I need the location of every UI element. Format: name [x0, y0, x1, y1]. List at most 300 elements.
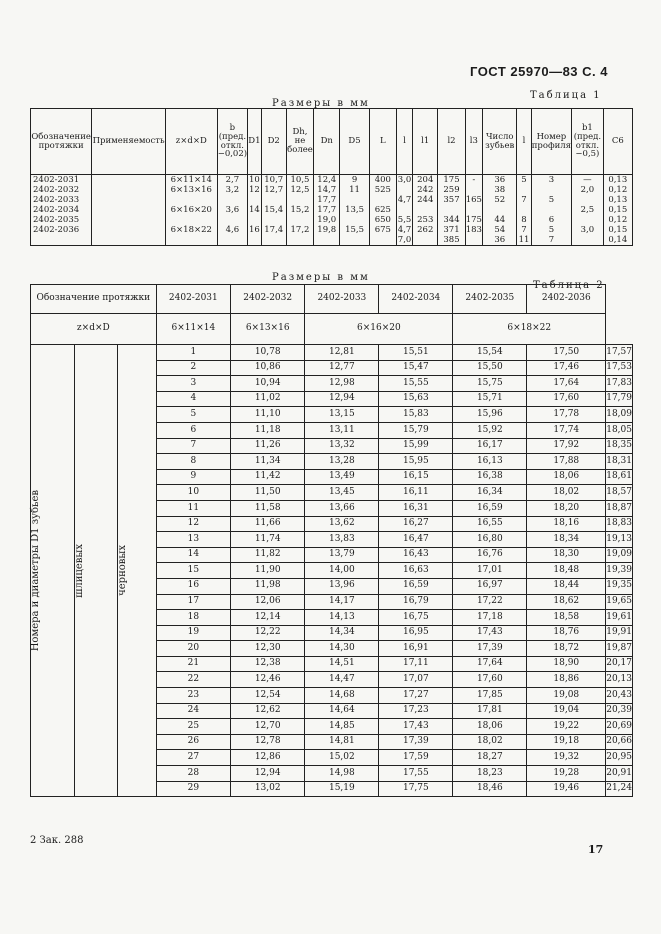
diameter-cell: 19,87: [606, 641, 633, 657]
diameter-cell: 18,20: [527, 500, 606, 516]
diameter-cell: 16,27: [379, 516, 453, 532]
table-cell: 244: [413, 195, 438, 205]
table-cell: 0,15: [603, 205, 632, 215]
diameter-cell: 15,96: [453, 407, 527, 423]
diameter-cell: 19,65: [606, 594, 633, 610]
diameter-cell: 15,63: [379, 391, 453, 407]
table-cell: 15,4: [261, 205, 286, 215]
table-cell: 3,0: [572, 225, 603, 235]
diameter-cell: 15,79: [379, 422, 453, 438]
tooth-number: 25: [156, 719, 230, 735]
table-cell: —: [572, 175, 603, 186]
designation-code: 2402-2036: [527, 285, 606, 314]
diameter-cell: 19,39: [606, 563, 633, 579]
footer-order: 2 Зак. 288: [30, 835, 84, 846]
diameter-cell: 14,64: [305, 703, 379, 719]
diameter-cell: 12,94: [305, 391, 379, 407]
tooth-number: 10: [156, 485, 230, 501]
table-cell: 5: [517, 175, 531, 186]
diameter-cell: 12,94: [231, 766, 305, 782]
tooth-number: 3: [156, 376, 230, 392]
table-cell: 2402-2033: [31, 195, 92, 205]
diameter-cell: 19,61: [606, 610, 633, 626]
diameter-cell: 14,68: [305, 688, 379, 704]
diameter-cell: 17,75: [379, 781, 453, 797]
table-row: [31, 205, 633, 215]
table-cell: 6×11×14: [166, 175, 218, 186]
diameter-cell: 13,96: [305, 578, 379, 594]
diameter-cell: 17,64: [527, 376, 606, 392]
diameter-cell: 12,77: [305, 360, 379, 376]
document-header: ГОСТ 25970—83 С. 4: [470, 64, 608, 79]
diameter-cell: 13,49: [305, 469, 379, 485]
diameter-cell: 14,47: [305, 672, 379, 688]
table-cell: [92, 175, 166, 186]
designation-code: 2402-2032: [231, 285, 305, 314]
diameter-cell: 18,02: [453, 734, 527, 750]
diameter-cell: 12,46: [231, 672, 305, 688]
diameter-cell: 13,32: [305, 438, 379, 454]
diameter-cell: 20,66: [606, 734, 633, 750]
table-cell: [92, 215, 166, 225]
diameter-cell: 15,54: [453, 345, 527, 361]
tooth-number: 20: [156, 641, 230, 657]
group-rough-cell: [118, 345, 157, 797]
diameter-cell: 19,46: [527, 781, 606, 797]
table-cell: 357: [438, 195, 465, 205]
diameter-cell: 17,59: [379, 750, 453, 766]
designation-label: Обозначение протяжки: [31, 285, 157, 314]
table-row: [31, 175, 633, 186]
size-label: 6×18×22: [453, 314, 606, 345]
table-cell: [340, 235, 369, 246]
table-cell: 4,7: [397, 194, 412, 205]
table-cell: 0,12: [603, 215, 632, 225]
diameter-cell: 18,27: [453, 750, 527, 766]
table-cell: [217, 195, 248, 205]
diameter-cell: 17,39: [453, 641, 527, 657]
table-cell: 525: [369, 185, 396, 195]
table-cell: [166, 215, 218, 225]
table-row: [31, 225, 633, 235]
table-cell: 36: [483, 175, 517, 186]
table-cell: 650: [369, 215, 396, 225]
table-cell: [413, 235, 438, 246]
table-cell: [217, 235, 248, 246]
table-cell: 0,13: [603, 195, 632, 205]
table-cell: 625: [369, 205, 396, 215]
diameter-cell: 19,22: [527, 719, 606, 735]
diameter-cell: 12,38: [231, 656, 305, 672]
table-cell: [483, 205, 517, 215]
diameter-cell: 14,30: [305, 641, 379, 657]
diameter-cell: 11,90: [231, 563, 305, 579]
table-cell: 5,5: [397, 214, 412, 225]
table-cell: 19,8: [314, 225, 340, 235]
tooth-number: 21: [156, 656, 230, 672]
table2-size-row: [31, 314, 633, 345]
diameter-cell: 18,72: [527, 641, 606, 657]
table-cell: 0,15: [603, 225, 632, 235]
table-cell: 259: [438, 185, 465, 195]
size-label: 6×13×16: [231, 314, 305, 345]
table-cell: [166, 195, 218, 205]
diameter-cell: 18,02: [527, 485, 606, 501]
table-cell: 5: [531, 225, 572, 235]
diameter-cell: 16,80: [453, 532, 527, 548]
table-cell: [92, 235, 166, 246]
diameter-cell: 18,62: [527, 594, 606, 610]
diameter-cell: 18,87: [606, 500, 633, 516]
tooth-number: 24: [156, 703, 230, 719]
diameter-cell: 19,08: [527, 688, 606, 704]
table-cell: 175: [465, 214, 482, 225]
diameter-cell: 13,15: [305, 407, 379, 423]
table-cell: 3,6: [217, 205, 248, 215]
table-cell: 2402-2031: [31, 175, 92, 186]
diameter-cell: 17,22: [453, 594, 527, 610]
table-cell: 54: [483, 225, 517, 235]
zdD-label: z×d×D: [31, 314, 157, 345]
diameter-cell: 12,14: [231, 610, 305, 626]
diameter-cell: 19,28: [527, 766, 606, 782]
diameter-cell: 15,51: [379, 345, 453, 361]
diameter-cell: 19,32: [527, 750, 606, 766]
diameter-cell: 17,23: [379, 703, 453, 719]
table-cell: 9: [340, 175, 369, 186]
table-cell: 242: [413, 185, 438, 195]
table-cell: [248, 215, 261, 225]
diameter-cell: 13,11: [305, 422, 379, 438]
diameter-cell: 13,66: [305, 500, 379, 516]
table-row: [31, 185, 633, 195]
diameter-cell: 16,17: [453, 438, 527, 454]
diameter-cell: 13,28: [305, 454, 379, 470]
table1-col-header: Dn: [314, 109, 340, 175]
table-cell: 385: [438, 235, 465, 246]
table-cell: 400: [369, 175, 396, 186]
diameter-cell: 14,17: [305, 594, 379, 610]
diameter-cell: 19,13: [606, 532, 633, 548]
diameter-cell: 12,62: [231, 703, 305, 719]
tooth-number: 2: [156, 360, 230, 376]
tooth-number: 29: [156, 781, 230, 797]
table-cell: 13,5: [340, 205, 369, 215]
tooth-number: 1: [156, 345, 230, 361]
table-cell: [248, 195, 261, 205]
diameter-cell: 17,92: [527, 438, 606, 454]
table-cell: [531, 205, 572, 215]
table-row: [31, 235, 633, 246]
table1: [30, 108, 633, 246]
diameter-cell: 17,79: [606, 391, 633, 407]
diameter-cell: 11,42: [231, 469, 305, 485]
tooth-number: 22: [156, 672, 230, 688]
diameter-cell: 14,81: [305, 734, 379, 750]
diameter-cell: 13,45: [305, 485, 379, 501]
diameter-cell: 17,60: [453, 672, 527, 688]
table-cell: [369, 195, 396, 205]
diameter-cell: 17,53: [606, 360, 633, 376]
diameter-cell: 18,06: [453, 719, 527, 735]
table-cell: 16: [249, 224, 260, 235]
table-cell: 3,2: [217, 185, 248, 195]
table1-col-header: D5: [340, 109, 369, 175]
diameter-cell: 17,88: [527, 454, 606, 470]
diameter-cell: 18,90: [527, 656, 606, 672]
diameter-cell: 20,91: [606, 766, 633, 782]
diameter-cell: 13,79: [305, 547, 379, 563]
diameter-cell: 15,02: [305, 750, 379, 766]
tooth-number: 28: [156, 766, 230, 782]
diameter-cell: 17,57: [606, 345, 633, 361]
table1-col-header: D2: [261, 109, 286, 175]
diameter-cell: 18,30: [527, 547, 606, 563]
table-cell: 2402-2035: [31, 215, 92, 225]
diameter-cell: 17,78: [527, 407, 606, 423]
table-cell: 6: [531, 215, 572, 225]
diameter-cell: 17,83: [606, 376, 633, 392]
table-cell: [517, 185, 531, 195]
diameter-cell: 18,61: [606, 469, 633, 485]
table1-label: Таблица 1: [530, 90, 602, 101]
diameter-cell: 18,46: [453, 781, 527, 797]
page-number: 17: [588, 843, 604, 856]
diameter-cell: 16,91: [379, 641, 453, 657]
diameter-cell: 12,81: [305, 345, 379, 361]
table1-col-header: l2: [438, 109, 465, 175]
table1-col-header: C6: [603, 109, 632, 175]
table-cell: [465, 185, 482, 195]
table-cell: [438, 205, 465, 215]
group-spline-label: шлицевых: [73, 543, 85, 598]
diameter-cell: 11,26: [231, 438, 305, 454]
table-cell: 4,6: [217, 225, 248, 235]
diameter-cell: 18,35: [606, 438, 633, 454]
diameter-cell: 15,99: [379, 438, 453, 454]
diameter-cell: 18,06: [527, 469, 606, 485]
table1-col-header: l: [396, 109, 412, 175]
table-cell: 0,13: [603, 175, 632, 186]
diameter-cell: 16,97: [453, 578, 527, 594]
diameter-cell: 16,59: [453, 500, 527, 516]
diameter-cell: 16,76: [453, 547, 527, 563]
table1-body: [31, 175, 633, 246]
diameter-cell: 16,43: [379, 547, 453, 563]
group-rough-label: черновых: [117, 545, 129, 597]
diameter-cell: 10,94: [231, 376, 305, 392]
diameter-cell: 17,46: [527, 360, 606, 376]
diameter-cell: 16,11: [379, 485, 453, 501]
table-cell: [572, 195, 603, 205]
table-cell: 165: [465, 194, 482, 205]
diameter-cell: 12,30: [231, 641, 305, 657]
diameter-cell: 12,54: [231, 688, 305, 704]
table-cell: [261, 195, 286, 205]
diameter-cell: 11,66: [231, 516, 305, 532]
diameter-cell: 18,31: [606, 454, 633, 470]
table-cell: [92, 185, 166, 195]
table-cell: 17,7: [314, 195, 340, 205]
diameter-cell: 11,74: [231, 532, 305, 548]
table-cell: 10,5: [286, 175, 313, 186]
table-cell: 14: [249, 204, 260, 215]
table-cell: 36: [483, 235, 517, 246]
table1-col-header: L: [369, 109, 396, 175]
diameter-cell: 16,55: [453, 516, 527, 532]
diameter-cell: 20,95: [606, 750, 633, 766]
diameter-cell: 18,44: [527, 578, 606, 594]
diameter-cell: 18,48: [527, 563, 606, 579]
diameter-cell: 14,85: [305, 719, 379, 735]
tooth-number: 14: [156, 547, 230, 563]
table-cell: 675: [369, 225, 396, 235]
diameter-cell: 17,39: [379, 734, 453, 750]
diameter-cell: 10,78: [231, 345, 305, 361]
diameter-cell: 15,95: [379, 454, 453, 470]
table-cell: 7: [517, 225, 531, 235]
table-cell: 183: [465, 224, 482, 235]
diameter-cell: 12,86: [231, 750, 305, 766]
table-cell: 44: [483, 215, 517, 225]
diameter-cell: 13,02: [231, 781, 305, 797]
tooth-number: 12: [156, 516, 230, 532]
table2-designation-row: [31, 285, 633, 314]
diameter-cell: 15,83: [379, 407, 453, 423]
table-cell: [340, 195, 369, 205]
diameter-cell: 17,81: [453, 703, 527, 719]
table-cell: 12: [249, 184, 260, 195]
diameter-cell: 16,38: [453, 469, 527, 485]
side-label-cell: [31, 345, 75, 797]
table-cell: [31, 235, 92, 246]
table1-caption: Размеры в мм: [272, 98, 370, 109]
table-row: [31, 195, 633, 205]
diameter-cell: 16,34: [453, 485, 527, 501]
table-cell: 38: [483, 185, 517, 195]
table-cell: 17,4: [261, 225, 286, 235]
diameter-cell: 18,23: [453, 766, 527, 782]
diameter-cell: 16,13: [453, 454, 527, 470]
table-cell: [166, 235, 218, 246]
table-cell: 7: [517, 195, 531, 205]
diameter-cell: 12,70: [231, 719, 305, 735]
table1-col-header: l: [517, 109, 531, 175]
diameter-cell: 12,98: [305, 376, 379, 392]
table-cell: [413, 205, 438, 215]
diameter-cell: 19,04: [527, 703, 606, 719]
designation-code: 2402-2031: [156, 285, 230, 314]
table1-col-header: Применяемость: [92, 109, 166, 175]
diameter-cell: 20,43: [606, 688, 633, 704]
tooth-number: 6: [156, 422, 230, 438]
table-cell: 10: [249, 174, 260, 185]
table-cell: [465, 205, 482, 215]
tooth-number: 4: [156, 391, 230, 407]
tooth-number: 18: [156, 610, 230, 626]
diameter-cell: 16,15: [379, 469, 453, 485]
diameter-cell: 20,39: [606, 703, 633, 719]
table-cell: 15,5: [340, 225, 369, 235]
diameter-cell: 11,34: [231, 454, 305, 470]
table-cell: 0,14: [603, 235, 632, 246]
table-cell: 344: [438, 215, 465, 225]
table-cell: 52: [483, 195, 517, 205]
table-cell: 2,0: [572, 185, 603, 195]
diameter-cell: 14,98: [305, 766, 379, 782]
diameter-cell: 17,64: [453, 656, 527, 672]
diameter-cell: 14,51: [305, 656, 379, 672]
diameter-cell: 11,58: [231, 500, 305, 516]
diameter-cell: 17,85: [453, 688, 527, 704]
size-label: 6×16×20: [305, 314, 453, 345]
tooth-number: 13: [156, 532, 230, 548]
diameter-cell: 18,05: [606, 422, 633, 438]
diameter-cell: 20,69: [606, 719, 633, 735]
diameter-cell: 16,31: [379, 500, 453, 516]
diameter-cell: 17,07: [379, 672, 453, 688]
table-cell: 8: [517, 215, 531, 225]
diameter-cell: 17,43: [453, 625, 527, 641]
table-cell: [314, 235, 340, 246]
diameter-cell: 16,59: [379, 578, 453, 594]
table1-col-header: D1: [248, 109, 261, 175]
table-cell: 14,7: [314, 185, 340, 195]
table-cell: 2,5: [572, 205, 603, 215]
diameter-cell: 17,74: [527, 422, 606, 438]
table-cell: [248, 235, 261, 246]
table-cell: [396, 205, 412, 215]
diameter-cell: 15,19: [305, 781, 379, 797]
table-cell: 175: [438, 175, 465, 186]
table-cell: 204: [413, 175, 438, 186]
table-cell: 6×16×20: [166, 205, 218, 215]
table-cell: [92, 195, 166, 205]
diameter-cell: 12,06: [231, 594, 305, 610]
diameter-cell: 18,34: [527, 532, 606, 548]
diameter-cell: 11,50: [231, 485, 305, 501]
table-cell: 7,0: [397, 234, 412, 245]
diameter-cell: 11,18: [231, 422, 305, 438]
diameter-cell: 18,09: [606, 407, 633, 423]
table1-col-header: b (пред. откл. −0,02): [217, 109, 248, 175]
table-row: [31, 345, 633, 361]
table-cell: 17,7: [314, 205, 340, 215]
table-cell: [572, 215, 603, 225]
table1-col-header: b1 (пред. откл. −0,5): [572, 109, 603, 175]
diameter-cell: 16,75: [379, 610, 453, 626]
table-cell: 12,4: [314, 175, 340, 186]
diameter-cell: 17,55: [379, 766, 453, 782]
table-cell: [286, 215, 313, 225]
designation-code: 2402-2033: [305, 285, 379, 314]
diameter-cell: 16,95: [379, 625, 453, 641]
diameter-cell: 14,13: [305, 610, 379, 626]
diameter-cell: 11,02: [231, 391, 305, 407]
table-cell: [92, 225, 166, 235]
diameter-cell: 19,35: [606, 578, 633, 594]
table1-col-header: l3: [465, 109, 482, 175]
size-label: 6×11×14: [156, 314, 230, 345]
table-cell: 262: [413, 225, 438, 235]
diameter-cell: 17,18: [453, 610, 527, 626]
diameter-cell: 16,63: [379, 563, 453, 579]
diameter-cell: 17,11: [379, 656, 453, 672]
table2: [30, 284, 633, 797]
side-label: Номера и диаметры D1 зубьев: [30, 489, 41, 652]
diameter-cell: 19,91: [606, 625, 633, 641]
tooth-number: 9: [156, 469, 230, 485]
